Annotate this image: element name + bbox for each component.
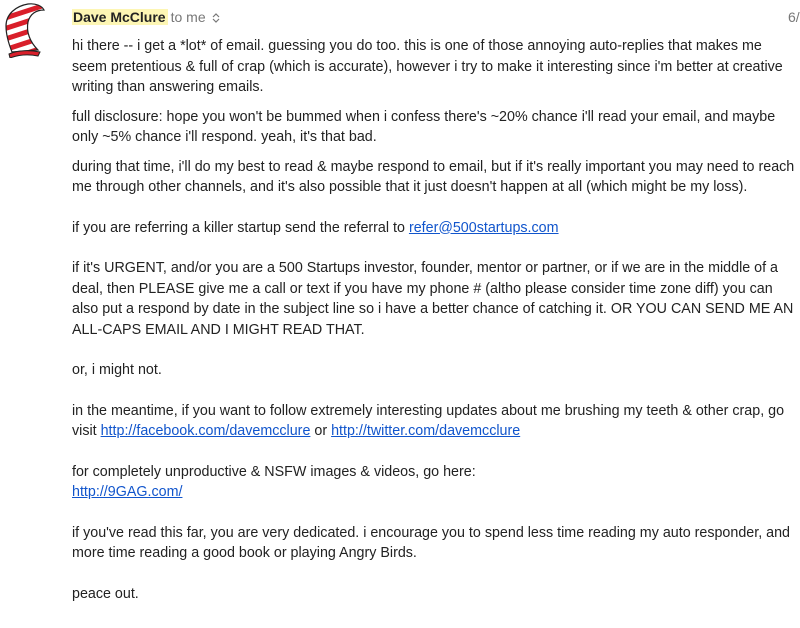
- email-body: [72, 36, 798, 604]
- paragraph-during-time: during that time, i'll do my best to read & maybe respond to email, but if it's really important you may need to reach me through other channels, and it's also possible that it just doesn't happen at all (which might be my loss).: [72, 158, 795, 195]
- paragraph-intro: hi there -- i get a *lot* of email. guessing you do too. this is one of those annoying auto-replies that makes me seem pretentious & full of crap (which is accurate), however i try to make it interesting since i'm better at creative writing than answering emails.: [72, 38, 783, 95]
- paragraph-disclosure: full disclosure: hope you won't be bummed when i confess there's ~20% chance i'll read your email, and maybe only ~5% chance i'll respond. yeah, it's that bad.: [72, 108, 776, 145]
- 9gag-link[interactable]: http://9GAG.com/: [72, 484, 183, 500]
- facebook-link[interactable]: http://facebook.com/davemcclure: [100, 423, 311, 439]
- avatar[interactable]: [0, 0, 50, 58]
- message-date: 6/: [788, 9, 800, 25]
- recipient-label: to me: [170, 9, 206, 25]
- paragraph-referral: [72, 218, 798, 239]
- twitter-link[interactable]: http://twitter.com/davemcclure: [331, 423, 521, 439]
- paragraph-urgent: if it's URGENT, and/or you are a 500 Startups investor, founder, mentor or partner, or if we are in the middle of a deal, then PLEASE give me a call or text if you have my phone # (altho please consider time zone diff) you can also put a respond by date in the subject line so i have a better chance of catching it. OR YOU CAN SEND ME AN ALL-CAPS EMAIL AND I MIGHT READ THAT.: [72, 260, 794, 338]
- paragraph-peace-out: peace out.: [72, 585, 139, 602]
- referral-text: if you are referring a killer startup send the referral to: [72, 219, 409, 236]
- referral-email-link[interactable]: refer@500startups.com: [408, 219, 559, 236]
- paragraph-meantime: [72, 401, 798, 442]
- message-header: [72, 7, 220, 27]
- or-text: or: [310, 423, 332, 439]
- paragraph-dedicated: if you've read this far, you are very dedicated. i encourage you to spend less time reading my auto responder, and more time reading a good book or playing Angry Birds.: [72, 524, 790, 561]
- cat-in-the-hat-icon: [0, 0, 50, 58]
- meantime-text: in the meantime, if you want to follow extremely interesting updates about me brushing my teeth & other crap, go visit: [72, 402, 785, 439]
- paragraph-might-not: or, i might not.: [72, 362, 162, 378]
- paragraph-nsfw: [72, 462, 798, 503]
- details-caret-icon[interactable]: [212, 12, 220, 24]
- sender-name[interactable]: Dave McClure: [73, 9, 166, 25]
- nsfw-text: for completely unproductive & NSFW images & videos, go here:: [72, 463, 476, 480]
